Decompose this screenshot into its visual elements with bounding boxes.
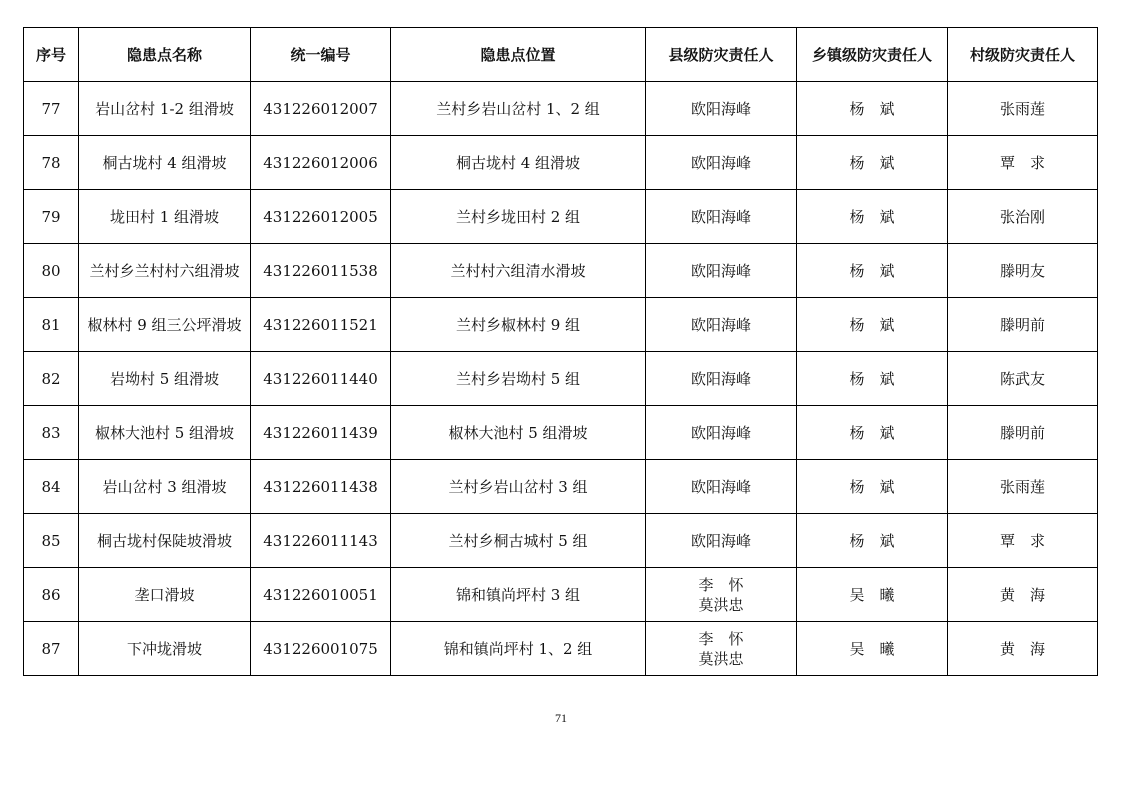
cell-county-responsible bbox=[646, 406, 797, 460]
cell-serial-number: 81 bbox=[24, 298, 79, 352]
cell-hazard-location: 桐古垅村 4 组滑坡 bbox=[391, 136, 646, 190]
table-row bbox=[24, 136, 1098, 190]
responsible-person-name: 欧阳海峰 bbox=[690, 99, 751, 118]
cell-serial-number: 80 bbox=[24, 244, 79, 298]
cell-hazard-name: 兰村乡兰村村六组滑坡 bbox=[79, 244, 251, 298]
cell-unified-code: 431226012005 bbox=[251, 190, 391, 244]
cell-hazard-name: 桐古垅村保陡坡滑坡 bbox=[79, 514, 251, 568]
cell-village-responsible: 陈武友 bbox=[948, 352, 1098, 406]
responsible-person-name: 李 怀 bbox=[698, 575, 744, 594]
cell-serial-number: 79 bbox=[24, 190, 79, 244]
header-town-responsible: 乡镇级防灾责任人 bbox=[797, 28, 948, 82]
cell-hazard-location: 兰村乡椒林村 9 组 bbox=[391, 298, 646, 352]
cell-unified-code: 431226011521 bbox=[251, 298, 391, 352]
table-row bbox=[24, 244, 1098, 298]
header-village-responsible: 村级防灾责任人 bbox=[948, 28, 1098, 82]
cell-hazard-name: 垄口滑坡 bbox=[79, 568, 251, 622]
table-row bbox=[24, 568, 1098, 622]
cell-county-responsible bbox=[646, 514, 797, 568]
cell-town-responsible: 杨 斌 bbox=[797, 190, 948, 244]
cell-hazard-name: 椒林大池村 5 组滑坡 bbox=[79, 406, 251, 460]
cell-serial-number: 83 bbox=[24, 406, 79, 460]
table-header-row bbox=[24, 28, 1098, 82]
cell-county-responsible bbox=[646, 298, 797, 352]
cell-village-responsible: 滕明前 bbox=[948, 406, 1098, 460]
responsible-person-name: 欧阳海峰 bbox=[690, 531, 751, 550]
cell-hazard-location: 兰村乡岩山岔村 1、2 组 bbox=[391, 82, 646, 136]
cell-town-responsible: 杨 斌 bbox=[797, 406, 948, 460]
cell-village-responsible: 覃 求 bbox=[948, 514, 1098, 568]
responsible-person-name: 欧阳海峰 bbox=[690, 423, 751, 442]
cell-county-responsible bbox=[646, 190, 797, 244]
cell-unified-code: 431226011440 bbox=[251, 352, 391, 406]
cell-unified-code: 431226011143 bbox=[251, 514, 391, 568]
cell-village-responsible: 滕明友 bbox=[948, 244, 1098, 298]
cell-hazard-location: 兰村乡桐古城村 5 组 bbox=[391, 514, 646, 568]
cell-town-responsible: 吴 曦 bbox=[797, 568, 948, 622]
cell-serial-number: 84 bbox=[24, 460, 79, 514]
cell-hazard-name: 桐古垅村 4 组滑坡 bbox=[79, 136, 251, 190]
cell-unified-code: 431226012007 bbox=[251, 82, 391, 136]
cell-village-responsible: 张治刚 bbox=[948, 190, 1098, 244]
cell-hazard-location: 兰村乡垅田村 2 组 bbox=[391, 190, 646, 244]
table-row bbox=[24, 514, 1098, 568]
header-county-responsible: 县级防灾责任人 bbox=[646, 28, 797, 82]
table-row bbox=[24, 406, 1098, 460]
cell-hazard-location: 兰村乡岩山岔村 3 组 bbox=[391, 460, 646, 514]
cell-county-responsible bbox=[646, 136, 797, 190]
table-row bbox=[24, 298, 1098, 352]
responsible-person-name: 欧阳海峰 bbox=[690, 261, 751, 280]
cell-county-responsible bbox=[646, 244, 797, 298]
cell-hazard-location: 锦和镇尚坪村 3 组 bbox=[391, 568, 646, 622]
header-unified-code: 统一编号 bbox=[251, 28, 391, 82]
responsible-person-name: 欧阳海峰 bbox=[690, 153, 751, 172]
table-row bbox=[24, 82, 1098, 136]
cell-county-responsible bbox=[646, 568, 797, 622]
cell-village-responsible: 覃 求 bbox=[948, 136, 1098, 190]
header-hazard-location: 隐患点位置 bbox=[391, 28, 646, 82]
cell-village-responsible: 张雨莲 bbox=[948, 82, 1098, 136]
cell-hazard-location: 锦和镇尚坪村 1、2 组 bbox=[391, 622, 646, 676]
cell-village-responsible: 张雨莲 bbox=[948, 460, 1098, 514]
cell-town-responsible: 杨 斌 bbox=[797, 82, 948, 136]
cell-unified-code: 431226012006 bbox=[251, 136, 391, 190]
cell-serial-number: 77 bbox=[24, 82, 79, 136]
cell-unified-code: 431226010051 bbox=[251, 568, 391, 622]
cell-town-responsible: 杨 斌 bbox=[797, 244, 948, 298]
cell-town-responsible: 杨 斌 bbox=[797, 460, 948, 514]
cell-town-responsible: 杨 斌 bbox=[797, 298, 948, 352]
header-hazard-name: 隐患点名称 bbox=[79, 28, 251, 82]
cell-hazard-location: 椒林大池村 5 组滑坡 bbox=[391, 406, 646, 460]
responsible-person-name: 欧阳海峰 bbox=[690, 477, 751, 496]
header-serial-number: 序号 bbox=[24, 28, 79, 82]
responsible-person-name: 李 怀 bbox=[698, 629, 744, 648]
cell-hazard-name: 椒林村 9 组三公坪滑坡 bbox=[79, 298, 251, 352]
cell-hazard-location: 兰村乡岩坳村 5 组 bbox=[391, 352, 646, 406]
responsible-person-name: 欧阳海峰 bbox=[690, 369, 751, 388]
responsible-person-name: 莫洪忠 bbox=[698, 595, 744, 614]
table-body bbox=[24, 82, 1098, 676]
cell-town-responsible: 杨 斌 bbox=[797, 514, 948, 568]
cell-county-responsible bbox=[646, 622, 797, 676]
cell-serial-number: 85 bbox=[24, 514, 79, 568]
cell-unified-code: 431226001075 bbox=[251, 622, 391, 676]
responsible-person-name: 欧阳海峰 bbox=[690, 207, 751, 226]
cell-serial-number: 86 bbox=[24, 568, 79, 622]
responsible-person-name: 莫洪忠 bbox=[698, 649, 744, 668]
table-row bbox=[24, 190, 1098, 244]
cell-village-responsible: 黄 海 bbox=[948, 622, 1098, 676]
cell-hazard-name: 垅田村 1 组滑坡 bbox=[79, 190, 251, 244]
responsible-person-name: 欧阳海峰 bbox=[690, 315, 751, 334]
table-row bbox=[24, 460, 1098, 514]
table-row bbox=[24, 352, 1098, 406]
cell-county-responsible bbox=[646, 82, 797, 136]
cell-hazard-name: 岩山岔村 1-2 组滑坡 bbox=[79, 82, 251, 136]
cell-unified-code: 431226011438 bbox=[251, 460, 391, 514]
cell-hazard-name: 岩坳村 5 组滑坡 bbox=[79, 352, 251, 406]
cell-county-responsible bbox=[646, 352, 797, 406]
cell-town-responsible: 吴 曦 bbox=[797, 622, 948, 676]
cell-serial-number: 78 bbox=[24, 136, 79, 190]
table-row bbox=[24, 622, 1098, 676]
cell-village-responsible: 滕明前 bbox=[948, 298, 1098, 352]
cell-town-responsible: 杨 斌 bbox=[797, 352, 948, 406]
hazard-point-table bbox=[23, 27, 1098, 676]
cell-county-responsible bbox=[646, 460, 797, 514]
cell-serial-number: 87 bbox=[24, 622, 79, 676]
cell-hazard-location: 兰村村六组清水滑坡 bbox=[391, 244, 646, 298]
cell-unified-code: 431226011439 bbox=[251, 406, 391, 460]
cell-hazard-name: 下冲垅滑坡 bbox=[79, 622, 251, 676]
cell-town-responsible: 杨 斌 bbox=[797, 136, 948, 190]
cell-village-responsible: 黄 海 bbox=[948, 568, 1098, 622]
page-number: 71 bbox=[555, 711, 567, 725]
cell-unified-code: 431226011538 bbox=[251, 244, 391, 298]
cell-serial-number: 82 bbox=[24, 352, 79, 406]
cell-hazard-name: 岩山岔村 3 组滑坡 bbox=[79, 460, 251, 514]
